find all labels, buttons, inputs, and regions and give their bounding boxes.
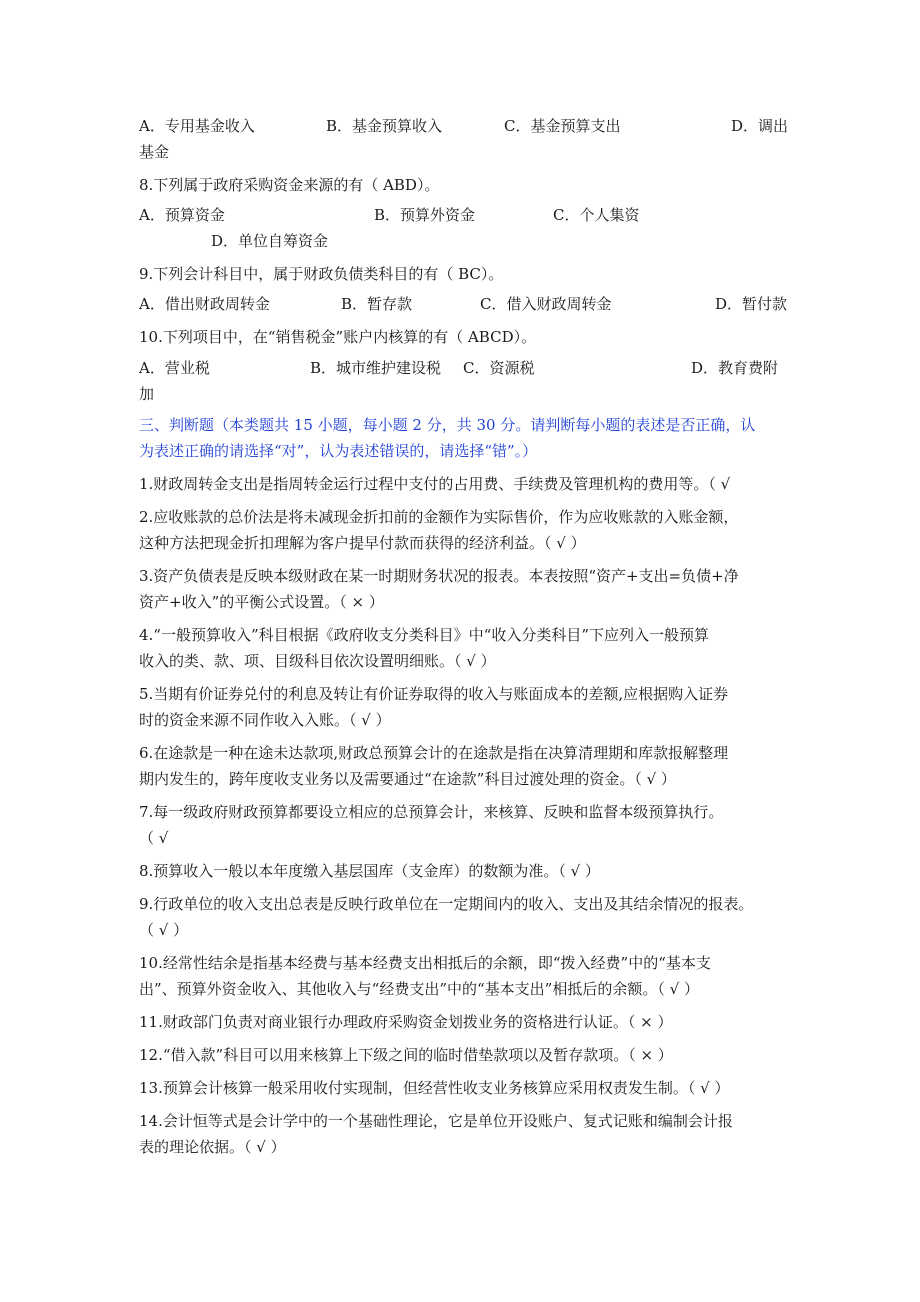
q8-stem: 8.下列属于政府采购资金来源的有（ ABD）。 — [139, 176, 440, 194]
q8-option-a: A．预算资金 — [139, 206, 225, 224]
judgment-10-line2: 出”、预算外资金收入、其他收入与“经费支出”中的“基本支出”相抵后的余额。（ √ ） — [139, 980, 699, 998]
q7-option-d: D．调出 — [731, 117, 789, 135]
judgment-7-line2: （ √ — [139, 829, 169, 847]
q10-option-d-cont: 加 — [139, 385, 155, 403]
judgment-3-line2: 资产+收入”的平衡公式设置。（ × ） — [139, 593, 384, 611]
q7-option-c: C．基金预算支出 — [504, 117, 621, 135]
judgment-3-line1: 3.资产负债表是反映本级财政在某一时期财务状况的报表。本表按照“资产+支出=负债+净 — [139, 567, 739, 585]
judgment-12-line1: 12.“借入款”科目可以用来核算上下级之间的临时借垫款项以及暂存款项。（ × ） — [139, 1046, 673, 1064]
q10-option-b: B．城市维护建设税 — [310, 359, 442, 377]
judgment-7-line1: 7.每一级政府财政预算都要设立相应的总预算会计，来核算、反映和监督本级预算执行。 — [139, 803, 724, 821]
judgment-6-line1: 6.在途款是一种在途未达款项,财政总预算会计的在途款是指在决算清理期和库款报解整理 — [139, 744, 729, 762]
judgment-6-line2: 期内发生的，跨年度收支业务以及需要通过“在途款”科目过渡处理的资金。（ √ ） — [139, 770, 676, 788]
judgment-8-line1: 8.预算收入一般以本年度缴入基层国库（支金库）的数额为准。（ √ ） — [139, 862, 600, 880]
q7-option-b: B．基金预算收入 — [326, 117, 443, 135]
section3-heading-line2: 为表述正确的请选择“对”，认为表述错误的，请选择“错”。） — [139, 442, 538, 460]
q9-option-b: B．暂存款 — [341, 295, 413, 313]
q8-option-d: D．单位自筹资金 — [211, 232, 329, 250]
judgment-9-line1: 9.行政单位的收入支出总表是反映行政单位在一定期间内的收入、支出及其结余情况的报表。 — [139, 895, 754, 913]
judgment-14-line1: 14.会计恒等式是会计学中的一个基础性理论，它是单位开设账户、复式记账和编制会计报 — [139, 1112, 733, 1130]
q9-stem: 9.下列会计科目中，属于财政负债类科目的有（ BC）。 — [139, 265, 504, 283]
judgment-4-line2: 收入的类、款、项、目级科目依次设置明细账。（ √ ） — [139, 652, 496, 670]
judgment-5-line2: 时的资金来源不同作收入入账。（ √ ） — [139, 711, 391, 729]
judgment-13-line1: 13.预算会计核算一般采用收付实现制，但经营性收支业务核算应采用权责发生制。（ √ ） — [139, 1079, 730, 1097]
judgment-2-line2: 这种方法把现金折扣理解为客户提早付款而获得的经济利益。（ √ ） — [139, 534, 586, 552]
section3-heading-line1: 三、判断题（本类题共 15 小题，每小题 2 分，共 30 分。请判断每小题的表述是否正确，认 — [139, 416, 756, 434]
q9-option-a: A．借出财政周转金 — [139, 295, 270, 313]
q10-option-c: C．资源税 — [463, 359, 535, 377]
judgment-14-line2: 表的理论依据。（ √ ） — [139, 1138, 286, 1156]
q9-option-d: D．暂付款 — [715, 295, 788, 313]
judgment-10-line1: 10.经常性结余是指基本经费与基本经费支出相抵后的余额，即“拨入经费”中的“基本支 — [139, 954, 711, 972]
judgment-2-line1: 2.应收账款的总价法是将未减现金折扣前的金额作为实际售价，作为应收账款的入账金额， — [139, 508, 739, 526]
judgment-11-line1: 11.财政部门负责对商业银行办理政府采购资金划拨业务的资格进行认证。（ × ） — [139, 1013, 673, 1031]
judgment-5-line1: 5.当期有价证券兑付的利息及转让有价证券取得的收入与账面成本的差额,应根据购入证券 — [139, 685, 729, 703]
q8-option-b: B．预算外资金 — [374, 206, 476, 224]
q10-option-a: A．营业税 — [139, 359, 210, 377]
judgment-4-line1: 4.“一般预算收入”科目根据《政府收支分类科目》中“收入分类科目”下应列入一般预算 — [139, 626, 709, 644]
judgment-1-line1: 1.财政周转金支出是指周转金运行过程中支付的占用费、手续费及管理机构的费用等。（ √ — [139, 475, 731, 493]
q7-option-d-cont: 基金 — [139, 143, 170, 161]
q10-stem: 10.下列项目中，在“销售税金”账户内核算的有（ ABCD）。 — [139, 328, 537, 346]
judgment-9-line2: （ √ ） — [139, 921, 189, 939]
q9-option-c: C．借入财政周转金 — [480, 295, 612, 313]
q10-option-d: D．教育费附 — [691, 359, 779, 377]
q8-option-c: C．个人集资 — [553, 206, 640, 224]
q7-option-a: A．专用基金收入 — [139, 117, 255, 135]
